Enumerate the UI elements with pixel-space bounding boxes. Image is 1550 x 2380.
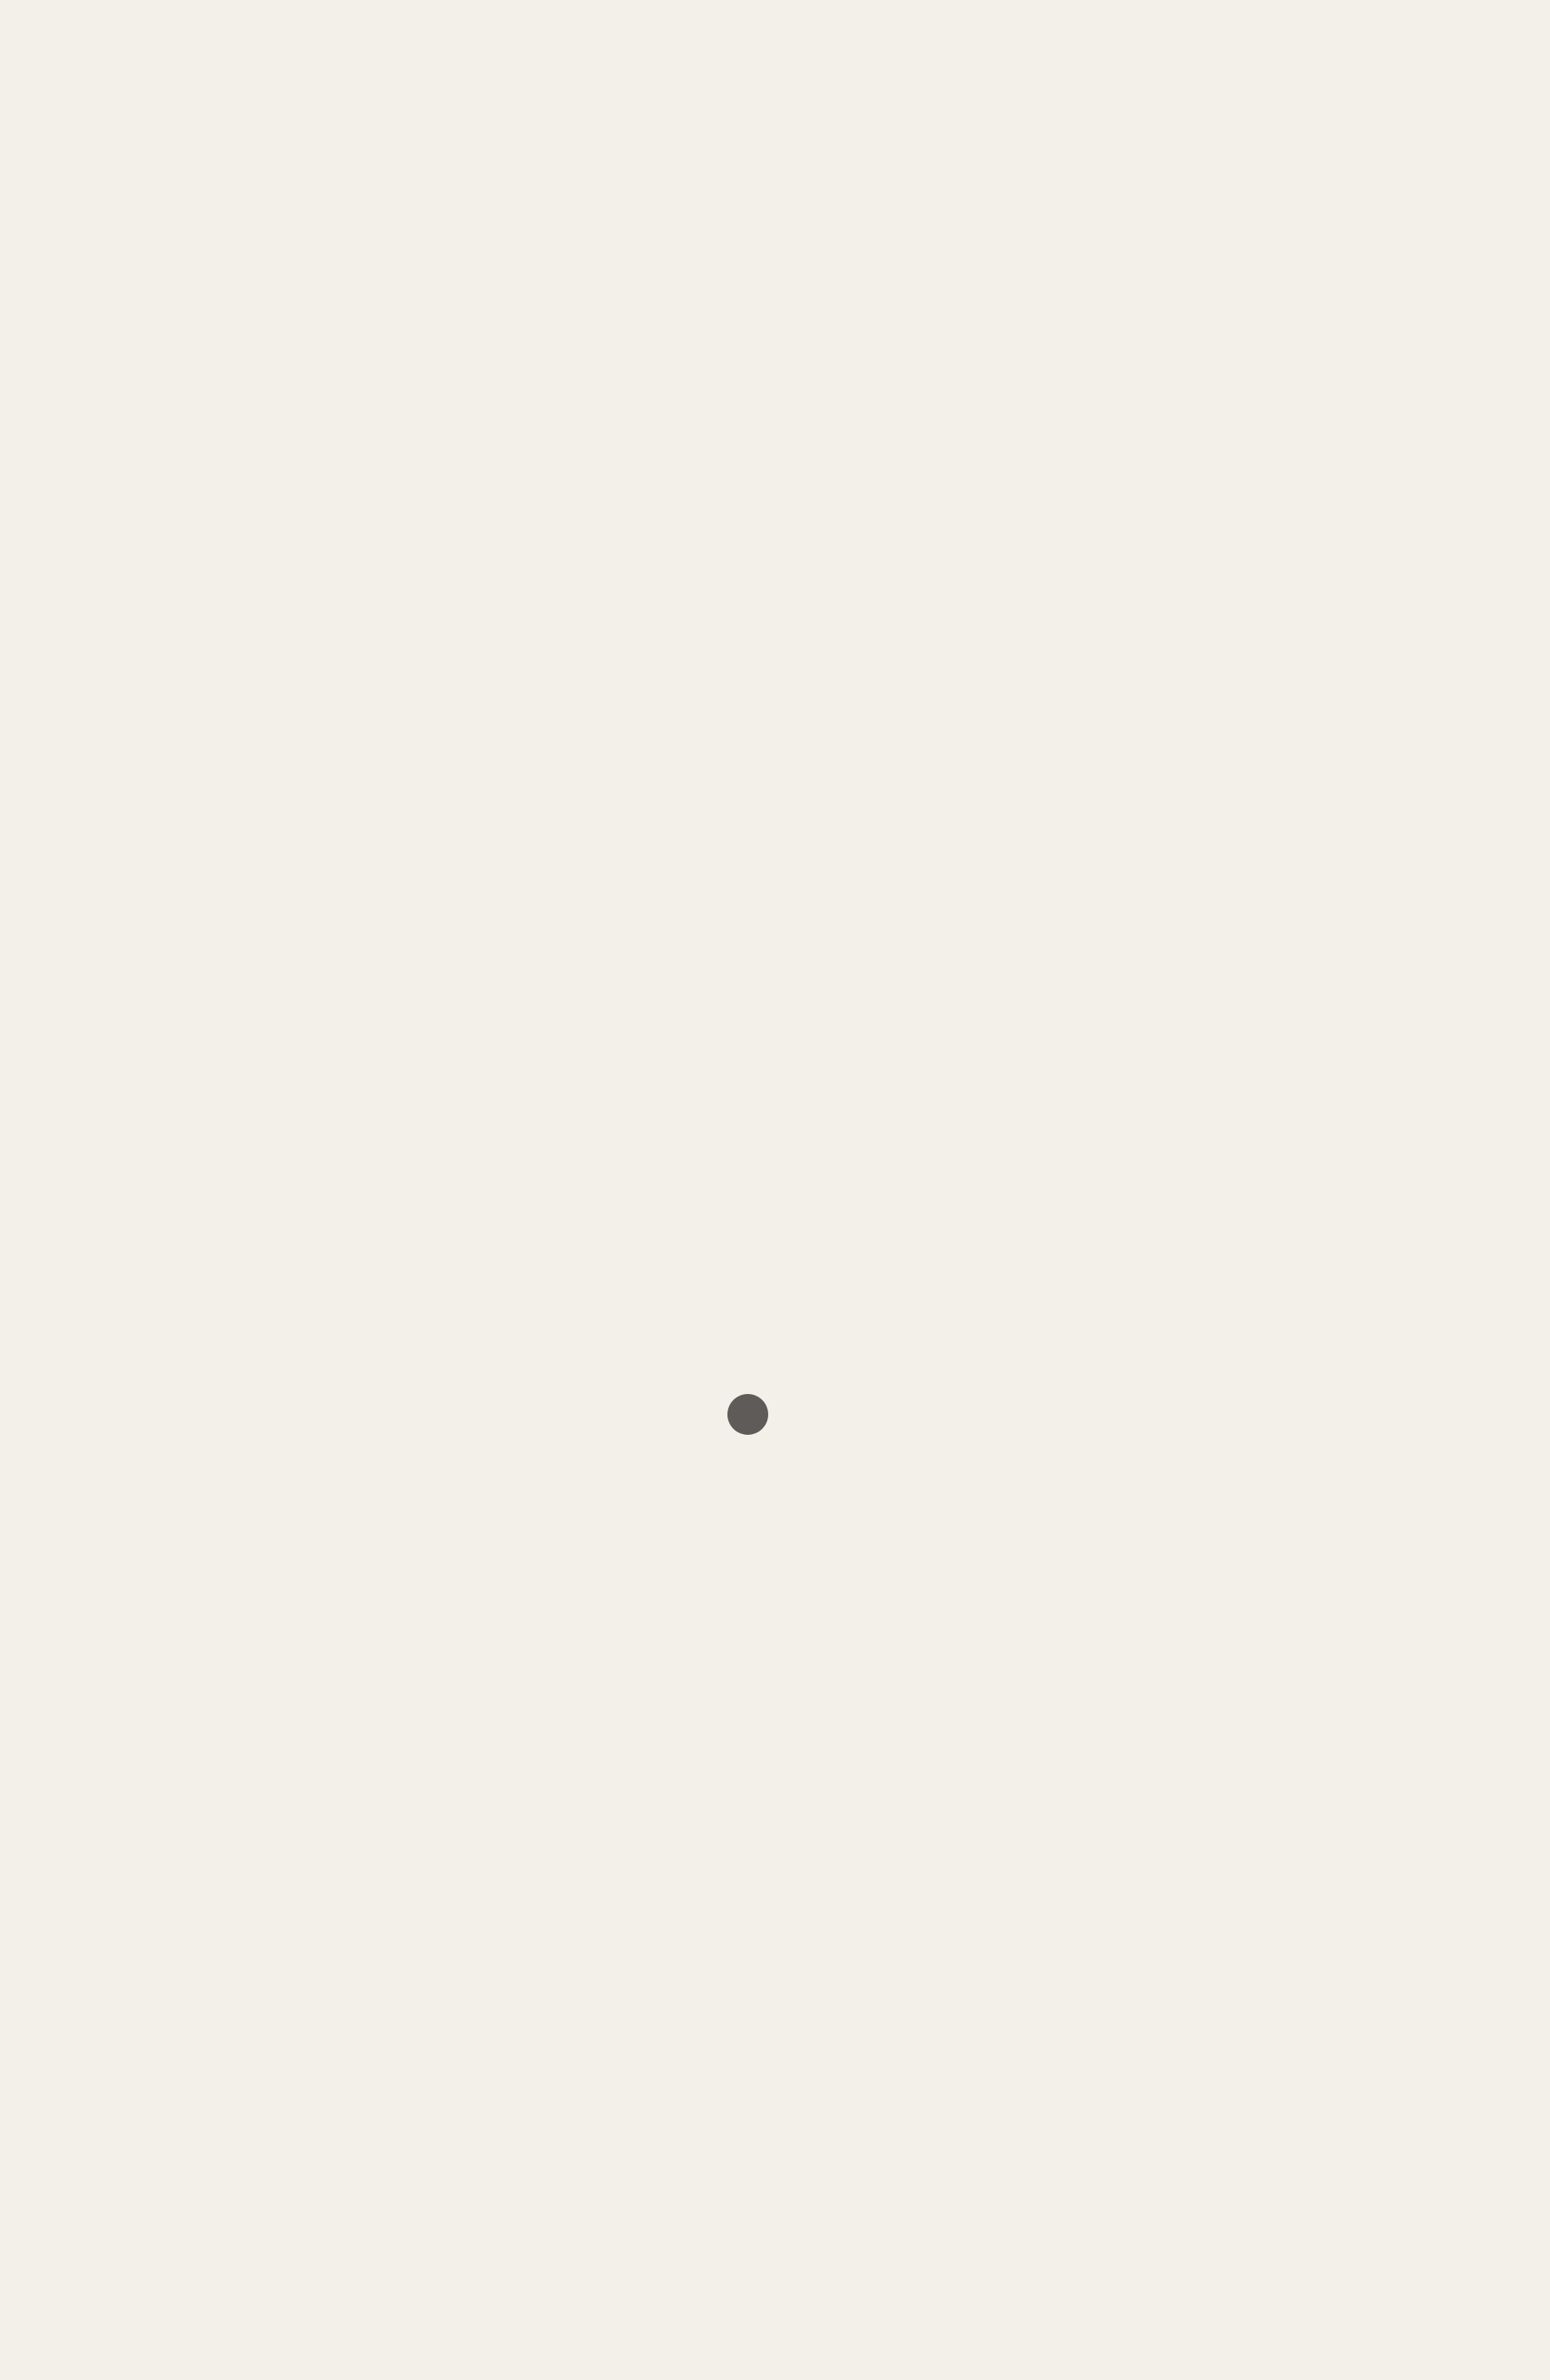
section-divider-dot — [727, 1394, 768, 1435]
article-body-continued — [191, 1452, 1313, 1510]
section-header — [931, 194, 1160, 257]
article-body — [191, 289, 1313, 347]
